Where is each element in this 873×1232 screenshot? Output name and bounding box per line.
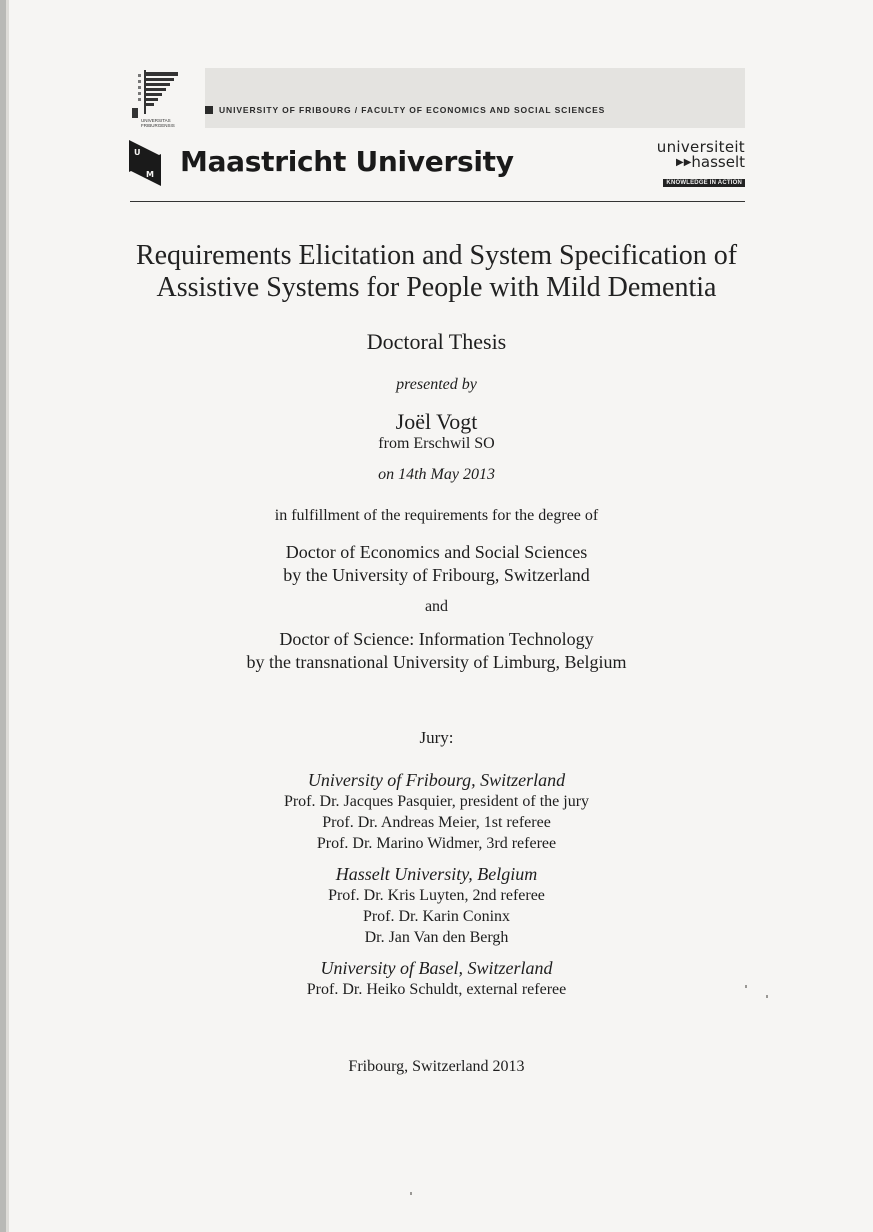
jury-group-basel: [0, 957, 873, 1000]
hasselt-logo: [635, 138, 745, 189]
double-arrow-icon: ▶▶: [676, 157, 692, 168]
place-and-year: Fribourg, Switzerland 2013: [348, 1058, 525, 1075]
jury-member: Dr. Jan Van den Bergh: [364, 929, 509, 946]
degree-limburg: [0, 628, 873, 674]
scan-speck: [766, 995, 768, 998]
jury-institution: University of Basel, Switzerland: [320, 958, 553, 978]
square-bullet-icon: [205, 106, 213, 114]
maastricht-university-title: Maastricht University: [180, 145, 514, 178]
thesis-title: Requirements Elicitation and System Specification of Assistive Systems for People with Mild Dementia: [135, 240, 738, 303]
hasselt-line1: universiteit: [656, 138, 745, 156]
hasselt-word: hasselt: [691, 153, 745, 171]
fribourg-logo-caption: UNIVERSITAS FRIBURGENSIS: [141, 118, 175, 128]
scan-speck: [745, 985, 747, 988]
fribourg-header-band: [205, 68, 745, 128]
degree-conjunction: and: [424, 598, 449, 615]
title-page-content: [0, 240, 873, 1076]
jury-label: Jury:: [419, 728, 454, 747]
jury-member: Prof. Dr. Heiko Schuldt, external referee: [306, 981, 567, 998]
header-divider: [130, 201, 745, 202]
fribourg-faculty-text: UNIVERSITY OF FRIBOURG / FACULTY OF ECONOMICS AND SOCIAL SCIENCES: [219, 105, 606, 115]
defense-date: on 14th May 2013: [378, 466, 495, 483]
jury-member: Prof. Dr. Karin Coninx: [362, 908, 511, 925]
jury-group-hasselt: [0, 863, 873, 948]
degree-fribourg: [0, 541, 873, 587]
fulfillment-statement: in fulfillment of the requirements for the degree of: [274, 507, 599, 524]
scan-speck: [410, 1192, 412, 1195]
thesis-type: Doctoral Thesis: [366, 329, 507, 354]
jury-member: Prof. Dr. Marino Widmer, 3rd referee: [316, 835, 557, 852]
jury-member: Prof. Dr. Jacques Pasquier, president of the jury: [283, 793, 590, 810]
degree-fribourg-line2: by the University of Fribourg, Switzerland: [283, 565, 590, 585]
jury-member: Prof. Dr. Kris Luyten, 2nd referee: [328, 887, 545, 904]
jury-institution: Hasselt University, Belgium: [335, 864, 538, 884]
author-name: Joël Vogt: [395, 409, 478, 434]
author-origin: from Erschwil SO: [378, 435, 495, 452]
presented-by: presented by: [396, 376, 477, 393]
degree-limburg-line2: by the transnational University of Limburg, Belgium: [246, 652, 627, 672]
maastricht-logo-icon: [127, 138, 163, 188]
svg-text:M: M: [146, 170, 154, 179]
jury-institution: University of Fribourg, Switzerland: [307, 770, 566, 790]
fribourg-faculty-caption: [205, 105, 605, 115]
hasselt-line2: [635, 153, 745, 171]
hasselt-tagline: KNOWLEDGE IN ACTION: [663, 179, 745, 187]
svg-text:U: U: [134, 148, 141, 157]
jury-group-fribourg: [0, 769, 873, 854]
degree-fribourg-line1: Doctor of Economics and Social Sciences: [285, 542, 588, 562]
jury-member: Prof. Dr. Andreas Meier, 1st referee: [322, 814, 551, 831]
degree-limburg-line1: Doctor of Science: Information Technology: [279, 629, 594, 649]
